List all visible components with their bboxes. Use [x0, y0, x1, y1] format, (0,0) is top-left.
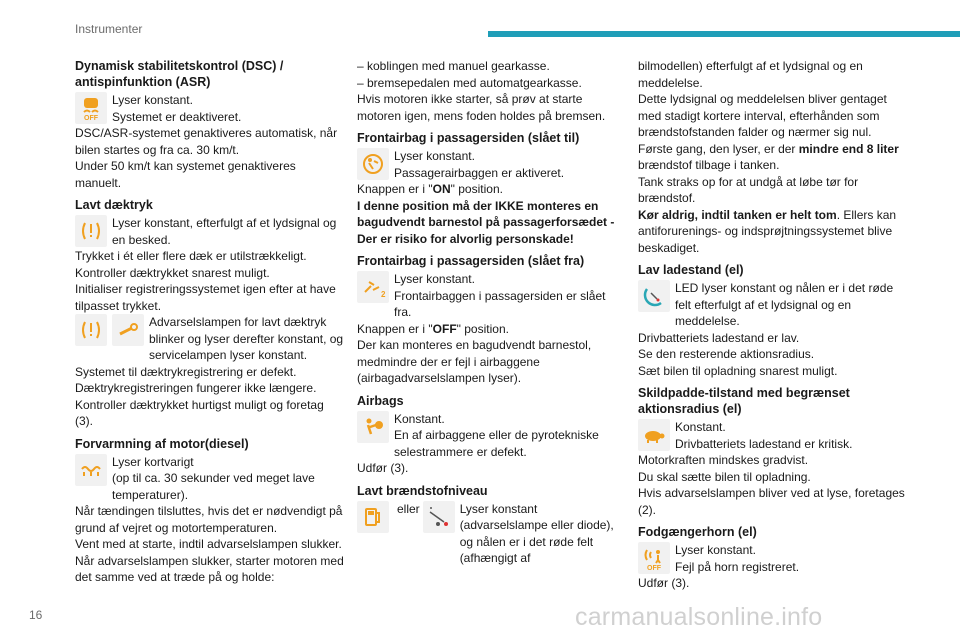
restart-paragraph: Hvis motoren ikke starter, så prøv at starte motoren igen, mens foden holdes på bremsen.	[357, 92, 606, 123]
fuel-cont-2: Dette lydsignal og meddelelsen bliver gentaget med stadigt kortere interval, efterhånden som brændstofstanden falder og nærmer sig nul.	[638, 92, 887, 139]
glow-paragraph-3: Når advarselslampen slukker, starter motoren med det samme ved at træde på og holde:	[75, 553, 344, 584]
charge-line-1: LED lyser konstant og nålen er i det røde felt efterfulgt af et lydsignal og en meddelelse.	[675, 281, 894, 328]
charge-paragraph-1: Drivbatteriets ladestand er lav.	[638, 330, 800, 345]
airbag-off-title: Frontairbag i passagersiden (slået fra)	[357, 254, 585, 268]
tire-line-2: Advarselslampen for lavt dæktryk blinker og lyser derefter konstant, og servicelampen lyser konstant.	[149, 315, 344, 362]
fuel-cont-1: bilmodellen) efterfulgt af et lydsignal og en meddelelse.	[638, 59, 863, 90]
tire-paragraph-6: Kontroller dæktrykket hurtigst muligt og foretag (3).	[75, 397, 324, 428]
turtle-icon	[638, 419, 670, 451]
dsc-line-1: Lyser konstant.	[112, 93, 193, 107]
column-1	[75, 58, 345, 586]
airbag-off-button-state: Knappen er i "OFF" position.	[357, 321, 509, 336]
svg-text:2: 2	[381, 290, 386, 299]
dsc-paragraph-2: Under 50 km/t kan systemet genaktiveres manuelt.	[75, 159, 296, 190]
airbag-off-icon	[357, 271, 389, 303]
page-number: 16	[29, 608, 43, 622]
turtle-title: Skildpadde-tilstand med begrænset aktionsradius (el)	[638, 386, 850, 416]
header-accent-bar	[488, 31, 960, 37]
airbags-line-2: En af airbaggene eller de pyrotekniske selestrammere er defekt.	[394, 428, 599, 459]
dsc-line-2: Systemet er deaktiveret.	[112, 109, 242, 124]
list-item-1: – koblingen med manuel gearkasse.	[357, 59, 550, 73]
airbag-off-line-1: Lyser konstant.	[394, 272, 475, 286]
svg-text:OFF: OFF	[647, 565, 661, 571]
horn-line-1: Lyser konstant.	[675, 543, 756, 557]
glow-paragraph-2: Vent med at starte, indtil advarselslampen slukker.	[75, 537, 342, 551]
turtle-line-1: Konstant.	[675, 420, 726, 434]
turtle-paragraph-2: Du skal sætte bilen til opladning.	[638, 469, 811, 484]
tire-title: Lavt dæktryk	[75, 198, 153, 212]
pedestrian-horn-off-icon	[638, 542, 670, 574]
tire-paragraph-3: Initialiser registreringssystemet igen efter at have tilpasset trykket.	[75, 282, 336, 313]
airbag-fault-icon	[357, 411, 389, 443]
tire-paragraph-4: Systemet til dæktrykregistrering er defekt.	[75, 364, 297, 379]
airbag-on-title: Frontairbag i passagersiden (slået til)	[357, 131, 580, 145]
airbags-title: Airbags	[357, 393, 404, 408]
fuel-title: Lavt brændstofniveau	[357, 483, 488, 498]
horn-paragraph: Udfør (3).	[638, 576, 690, 590]
fuel-line-1: Lyser konstant (advarselslampe eller diode), og nålen er i det røde felt (afhængigt af	[459, 501, 614, 565]
service-wrench-icon	[112, 314, 144, 346]
tire-paragraph-5: Dæktrykregistreringen fungerer ikke længere.	[75, 381, 317, 395]
airbags-line-1: Konstant.	[394, 411, 445, 426]
dsc-paragraph: DSC/ASR-systemet genaktiveres automatisk, når bilen startes og fra ca. 30 km/t.	[75, 126, 338, 157]
list-item-2: – bremsepedalen med automatgearkasse.	[357, 75, 582, 90]
tire-paragraph-2: Kontroller dæktrykket snarest muligt.	[75, 265, 270, 280]
airbag-off-line-2: Frontairbaggen i passagersiden er slået fra.	[394, 288, 606, 319]
fuel-or: eller	[397, 501, 420, 516]
charge-paragraph-2: Se den resterende aktionsradius.	[638, 347, 815, 361]
charge-title: Lav ladestand (el)	[638, 263, 744, 277]
tire-pressure-icon-2	[75, 314, 107, 346]
turtle-paragraph-3: Hvis advarselslampen bliver ved at lyse, foretages (2).	[638, 486, 905, 517]
watermark: carmanualsonline.info	[575, 603, 823, 631]
turtle-paragraph-1: Motorkraften mindskes gradvist.	[638, 453, 809, 467]
turtle-line-2: Drivbatteriets ladestand er kritisk.	[675, 436, 853, 451]
column-3	[638, 58, 906, 592]
horn-title: Fodgængerhorn (el)	[638, 525, 757, 539]
glow-line-2: (op til ca. 30 sekunder ved meget lave temperaturer).	[112, 471, 315, 502]
fuel-pump-icon	[357, 501, 389, 533]
fuel-cont-3: Første gang, den lyser, er der mindre end 8 liter brændstof tilbage i tanken.	[638, 141, 899, 172]
glow-title: Forvarmning af motor(diesel)	[75, 436, 249, 451]
fuel-gauge-icon	[423, 501, 455, 533]
airbag-on-line-1: Lyser konstant.	[394, 149, 475, 163]
column-2	[357, 58, 622, 567]
fuel-cont-4: Tank straks op for at undgå at løbe tør for brændstof.	[638, 174, 859, 205]
airbag-on-warning: I denne position må der IKKE monteres en bagudvendt barnestol på passagerforsædet - Der er risiko for alvorlig personskade!	[357, 198, 615, 246]
airbag-off-paragraph: Der kan monteres en bagudvendt barnestol, medmindre der er fejl i airbaggene (airbagadvarselslampen lyser).	[357, 338, 592, 385]
dsc-title: Dynamisk stabilitetskontrol (DSC) / antispinfunktion (ASR)	[75, 59, 284, 89]
tire-paragraph-1: Trykket i ét eller flere dæk er utilstrækkeligt.	[75, 249, 307, 263]
glow-paragraph-1: Når tændingen tilsluttes, hvis det er nødvendigt på grund af vejret og motortemperaturen.	[75, 504, 343, 535]
section-header: Instrumenter	[75, 22, 143, 36]
svg-text:OFF: OFF	[84, 115, 98, 121]
glow-line-1: Lyser kortvarigt	[112, 454, 194, 469]
charge-paragraph-3: Sæt bilen til opladning snarest muligt.	[638, 363, 838, 378]
fuel-cont-5: Kør aldrig, indtil tanken er helt tom. Ellers kan antiforurenings- og indsprøjtningssystemet blive beskadiget.	[638, 207, 897, 255]
airbags-paragraph: Udfør (3).	[357, 461, 409, 475]
tire-line-1: Lyser konstant, efterfulgt af et lydsignal og en besked.	[112, 216, 337, 247]
tire-pressure-icon	[75, 215, 107, 247]
battery-gauge-icon	[638, 280, 670, 312]
airbag-on-icon	[357, 148, 389, 180]
horn-line-2: Fejl på horn registreret.	[675, 559, 800, 574]
airbag-on-button-state: Knappen er i "ON" position.	[357, 182, 503, 196]
glow-plug-icon	[75, 454, 107, 486]
airbag-on-line-2: Passagerairbaggen er aktiveret.	[394, 165, 565, 180]
dsc-off-icon	[75, 92, 107, 124]
